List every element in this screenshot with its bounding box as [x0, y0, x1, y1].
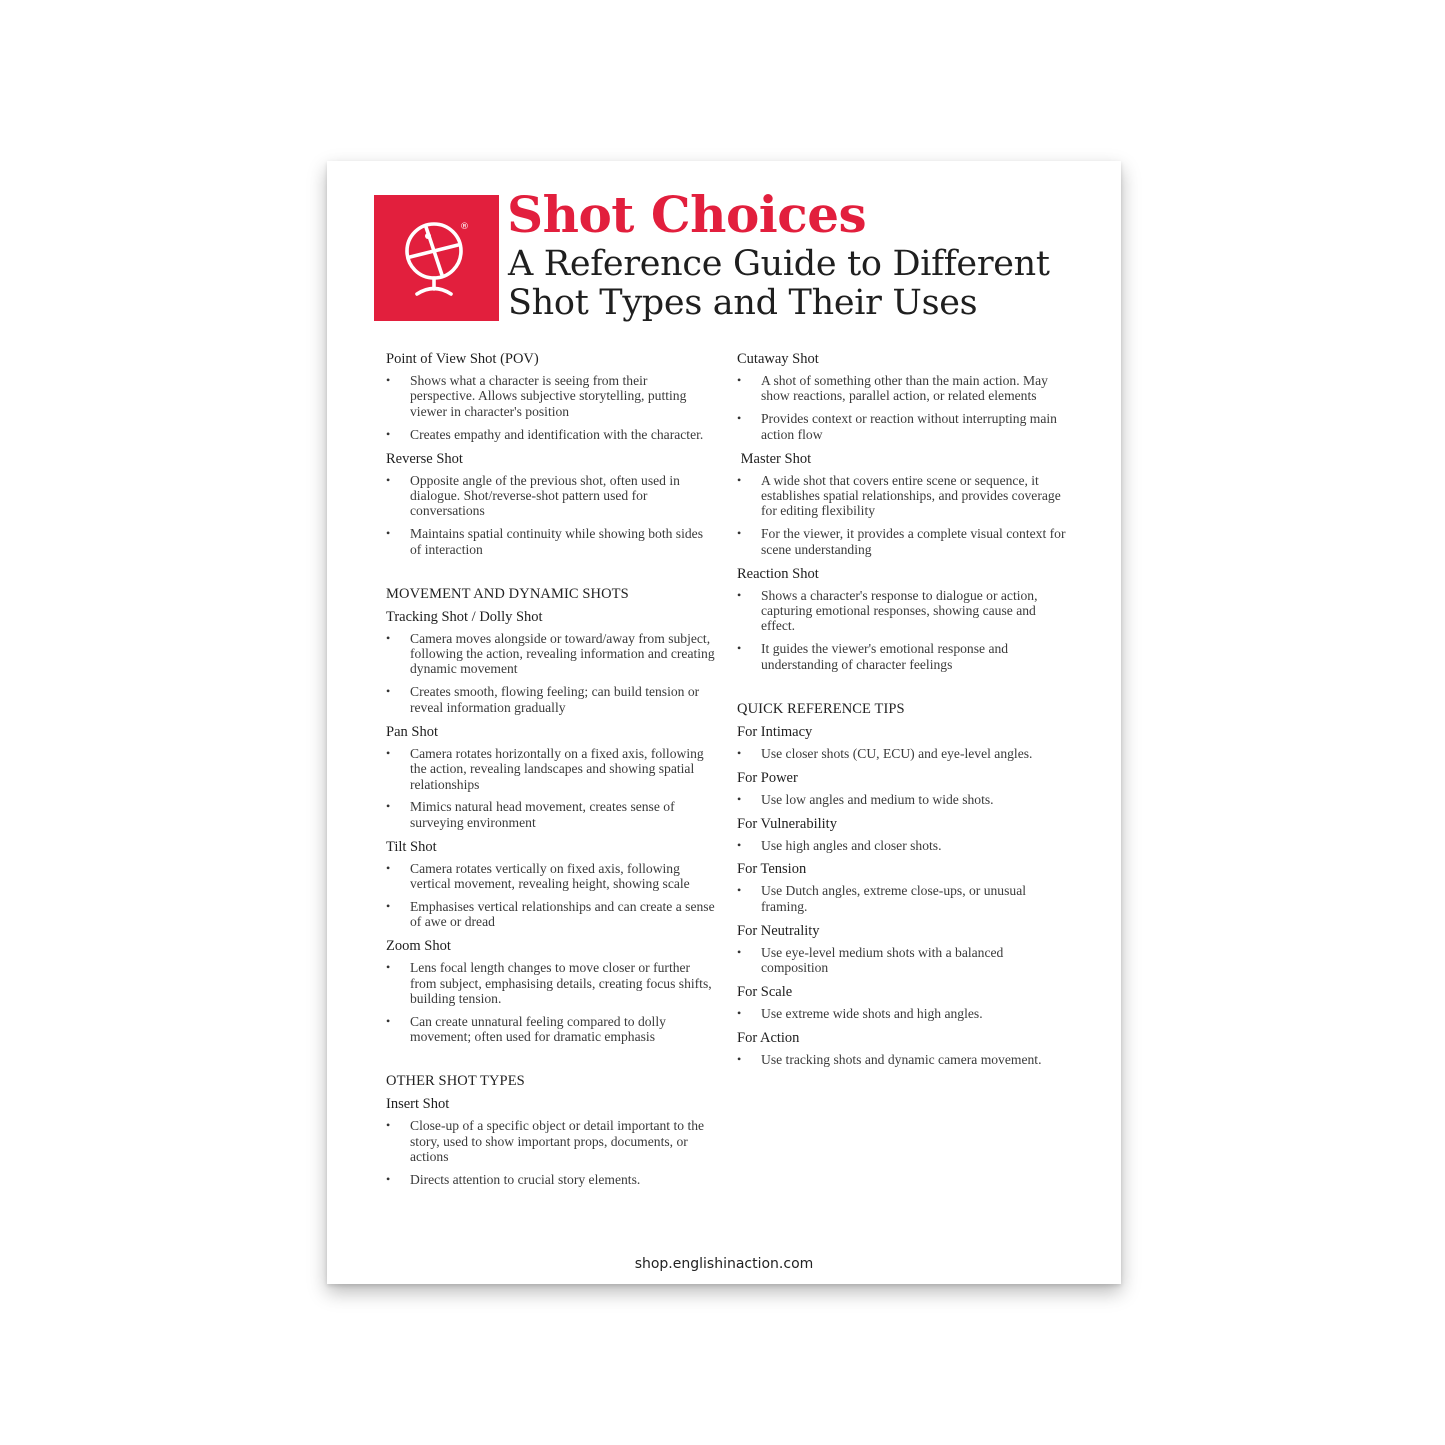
bullet-list: [737, 588, 1067, 673]
list-item: • Camera moves alongside or toward/away from subject, following the action, revealing information and creating dynamic movement: [386, 631, 716, 677]
entry-title: Point of View Shot (POV): [386, 351, 539, 367]
section-spacer: [737, 680, 1067, 700]
bullet-list: [737, 883, 1067, 914]
list-item: • It guides the viewer's emotional response and understanding of character feelings: [737, 641, 1067, 672]
entry-title: Master Shot: [737, 450, 812, 467]
list-item: • Lens focal length changes to move closer or further from subject, emphasising details, creating focus shifts, building tension.: [386, 960, 716, 1006]
entry-title: Tracking Shot / Dolly Shot: [386, 608, 543, 625]
document-page: [327, 161, 1121, 1284]
bullet-list: [737, 1052, 1067, 1067]
list-item: • Use extreme wide shots and high angles.: [737, 1006, 1067, 1021]
section-heading: OTHER SHOT TYPES: [386, 1073, 525, 1090]
bullet-list: [737, 473, 1067, 558]
entry-title: Pan Shot: [386, 723, 438, 740]
list-item: • Creates empathy and identification with the character.: [386, 427, 716, 442]
page-title: Shot Choices: [507, 185, 867, 244]
entry-title: Reverse Shot: [386, 450, 463, 467]
subtitle-line: Shot Types and Their Uses: [508, 283, 978, 323]
page-subtitle: [508, 245, 1050, 323]
bullet-list: [386, 960, 716, 1045]
list-item: • A shot of something other than the main action. May show reactions, parallel action, or related elements: [737, 373, 1067, 404]
section-spacer: [386, 565, 716, 585]
section-heading: MOVEMENT AND DYNAMIC SHOTS: [386, 585, 629, 602]
entry-title: Zoom Shot: [386, 938, 451, 955]
bullet-list: [386, 861, 716, 930]
bullet-list: [737, 373, 1067, 442]
entry-title: For Action: [737, 1029, 800, 1046]
entry-title: For Power: [737, 769, 798, 786]
entry-title: For Vulnerability: [737, 815, 837, 832]
list-item: • Use high angles and closer shots.: [737, 838, 1067, 853]
entry-title: For Scale: [737, 984, 793, 1001]
brand-logo: [374, 195, 499, 321]
entry-title: Tilt Shot: [386, 838, 437, 855]
entry-title: Reaction Shot: [737, 565, 819, 582]
list-item: • Emphasises vertical relationships and can create a sense of awe or dread: [386, 899, 716, 930]
list-item: • Shows what a character is seeing from their perspective. Allows subjective storytelling, putting viewer in character's position: [386, 373, 716, 419]
list-item: • Use closer shots (CU, ECU) and eye-level angles.: [737, 746, 1067, 761]
bullet-list: [386, 746, 716, 831]
list-item: • Camera rotates horizontally on a fixed axis, following the action, revealing landscapes and showing spatial relationships: [386, 746, 716, 792]
list-item: • Use low angles and medium to wide shots.: [737, 792, 1067, 807]
bullet-list: [386, 1118, 716, 1187]
bullet-list: [737, 945, 1067, 976]
entry-title: Cutaway Shot: [737, 351, 819, 367]
subtitle-line: A Reference Guide to Different: [508, 244, 1050, 284]
list-item: • Close-up of a specific object or detail important to the story, used to show important props, documents, or actions: [386, 1118, 716, 1164]
footer-url: shop.englishinaction.com: [634, 1256, 814, 1272]
list-item: • Use Dutch angles, extreme close-ups, or unusual framing.: [737, 883, 1067, 914]
list-item: • Creates smooth, flowing feeling; can build tension or reveal information gradually: [386, 684, 716, 715]
list-item: • Can create unnatural feeling compared to dolly movement; often used for dramatic emphasis: [386, 1014, 716, 1045]
bullet-list: [386, 373, 716, 442]
list-item: • Mimics natural head movement, creates sense of surveying environment: [386, 799, 716, 830]
list-item: • Provides context or reaction without interrupting main action flow: [737, 411, 1067, 442]
list-item: • A wide shot that covers entire scene or sequence, it establishes spatial relationships, and provides coverage for editing flexibility: [737, 473, 1067, 519]
entry-title: Insert Shot: [386, 1096, 450, 1113]
bullet-list: [737, 838, 1067, 853]
bullet-list: [386, 473, 716, 558]
list-item: • Camera rotates vertically on fixed axis, following vertical movement, revealing height, showing scale: [386, 861, 716, 892]
list-item: • Maintains spatial continuity while showing both sides of interaction: [386, 526, 716, 557]
entry-title: For Intimacy: [737, 723, 813, 740]
bullet-list: [737, 746, 1067, 761]
bullet-list: [386, 631, 716, 716]
section-heading: QUICK REFERENCE TIPS: [737, 700, 905, 717]
left-column: [386, 350, 716, 1195]
entry-title: For Tension: [737, 861, 807, 878]
section-spacer: [386, 1052, 716, 1072]
right-column: [737, 350, 1067, 1075]
eia-globe-logo-icon: [374, 195, 499, 321]
list-item: • Use eye-level medium shots with a balanced composition: [737, 945, 1067, 976]
bullet-list: [737, 792, 1067, 807]
list-item: • For the viewer, it provides a complete visual context for scene understanding: [737, 526, 1067, 557]
bullet-list: [737, 1006, 1067, 1021]
list-item: • Directs attention to crucial story elements.: [386, 1172, 716, 1187]
entry-title: For Neutrality: [737, 922, 820, 939]
list-item: • Opposite angle of the previous shot, often used in dialogue. Shot/reverse-shot pattern used for conversations: [386, 473, 716, 519]
svg-text:®: ®: [460, 222, 469, 232]
list-item: • Shows a character's response to dialogue or action, capturing emotional responses, showing cause and effect.: [737, 588, 1067, 634]
list-item: • Use tracking shots and dynamic camera movement.: [737, 1052, 1067, 1067]
